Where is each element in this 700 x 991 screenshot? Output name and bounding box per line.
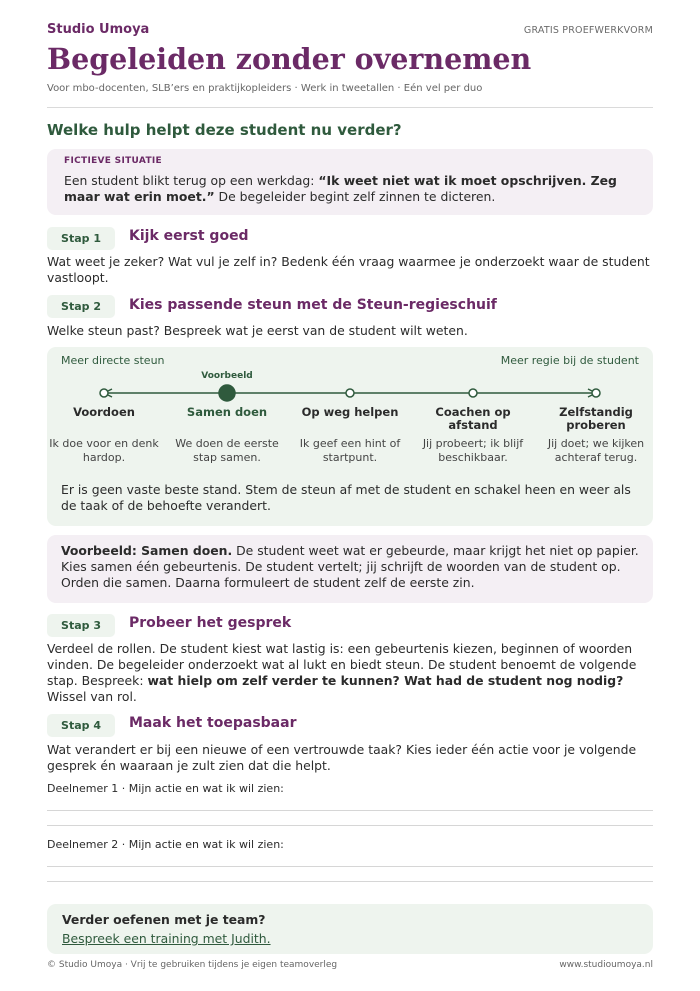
page-title: Begeleiden zonder overnemen <box>47 42 532 76</box>
scale-stop-dot-3[interactable] <box>346 389 354 397</box>
main-question: Welke hulp helpt deze student nu verder? <box>47 121 402 139</box>
scale-stop-dot-5[interactable] <box>592 389 600 397</box>
example-marker-label: Voorbeeld <box>201 371 253 381</box>
participant-2-write-line-1[interactable] <box>47 866 653 867</box>
step-3-title: Probeer het gesprek <box>129 615 292 631</box>
scale-option-label: Voordoen <box>73 405 135 419</box>
example-box <box>47 535 653 603</box>
scale-stop-dot-1[interactable] <box>100 389 108 397</box>
scale-option-label: Coachen op afstand <box>435 405 511 432</box>
cta-title: Verder oefenen met je team? <box>62 912 266 927</box>
worksheet-page <box>47 0 653 991</box>
cta-box <box>47 904 653 954</box>
footer-copyright: © Studio Umoya · Vrij te gebruiken tijdens je eigen teamoverleg <box>47 960 338 970</box>
participant-1-label: Deelnemer 1 · Mijn actie en wat ik wil zien: <box>47 782 284 795</box>
scale-right-label: Meer regie bij de student <box>500 354 639 367</box>
training-link[interactable]: Bespreek een training met Judith. <box>62 931 271 946</box>
situation-text-after: De begeleider begint zelf zinnen te dicteren. <box>214 189 496 204</box>
step-3-badge: Stap 3 <box>47 614 115 637</box>
step-3-text <box>47 641 653 705</box>
brand-name: Studio Umoya <box>47 22 150 37</box>
situation-box <box>47 149 653 215</box>
step-2-badge: Stap 2 <box>47 295 115 318</box>
scale-left-label: Meer directe steun <box>61 354 165 367</box>
scale-stop-dot-4[interactable] <box>469 389 477 397</box>
situation-label: FICTIEVE SITUATIE <box>64 156 162 166</box>
situation-text <box>64 173 639 205</box>
free-worksheet-tag: GRATIS PROEFWERKVORM <box>523 25 653 36</box>
step-3-text-before: Verdeel de rollen. De student kiest wat lastig is: een gebeurtenis kiezen, beginnen of woorden vinden. De begeleider onderzoekt wat al lukt en biedt steun. De student benoemt de volgende stap. Bespreek: <box>47 641 637 688</box>
scale-option-4[interactable] <box>413 406 533 465</box>
page-subtitle: Voor mbo-docenten, SLB’ers en praktijkopleiders · Werk in tweetallen · Eén vel per duo <box>47 83 483 94</box>
scale-note: Er is geen vaste beste stand. Stem de steun af met de student en schakel heen en weer als de taak of de behoefte verandert. <box>61 482 631 513</box>
participant-2-label: Deelnemer 2 · Mijn actie en wat ik wil zien: <box>47 838 284 851</box>
scale-stop-dot-2[interactable] <box>219 385 235 401</box>
participant-1-write-line-1[interactable] <box>47 810 653 811</box>
example-text <box>61 543 645 591</box>
step-2-title: Kies passende steun met de Steun-regieschuif <box>129 297 497 313</box>
step-1-text: Wat weet je zeker? Wat vul je zelf in? Bedenk één vraag waarmee je onderzoekt waar de student vastloopt. <box>47 254 650 285</box>
footer-website: www.studioumoya.nl <box>559 960 653 970</box>
scale-option-label: Op weg helpen <box>301 405 399 419</box>
student-quote: “Ik weet niet wat ik moet opschrijven. Zeg maar wat erin moet.” <box>64 173 617 204</box>
step-4-title: Maak het toepasbaar <box>129 715 297 731</box>
scale-option-2[interactable] <box>167 406 287 465</box>
scale-option-description: Jij probeert; ik blijf beschikbaar. <box>422 437 524 464</box>
scale-option-3[interactable] <box>290 406 410 465</box>
step-4-badge: Stap 4 <box>47 714 115 737</box>
step-1-badge: Stap 1 <box>47 227 115 250</box>
step-3-text-after: Wissel van rol. <box>47 689 137 704</box>
step-1-title: Kijk eerst goed <box>129 228 249 244</box>
scale-option-1[interactable] <box>44 406 164 465</box>
support-slider-panel <box>47 347 653 526</box>
participant-2-write-line-2[interactable] <box>47 881 653 882</box>
scale-option-description: Ik geef een hint of startpunt. <box>299 437 401 464</box>
participant-1-write-line-2[interactable] <box>47 825 653 826</box>
support-scale-track <box>47 383 653 405</box>
situation-text-before: Een student blikt terug op een werkdag: <box>64 173 319 188</box>
scale-option-label: Samen doen <box>186 405 268 419</box>
step-3-reflection-questions: wat hielp om zelf verder te kunnen? Wat had de student nog nodig? <box>147 673 624 688</box>
example-lead: Voorbeeld: Samen doen. <box>61 543 233 558</box>
step-4-text: Wat verandert er bij een nieuwe of een vertrouwde taak? Kies ieder één actie voor je volgende gesprek én waaraan je zult zien dat die helpt. <box>47 742 637 773</box>
step-2-text: Welke steun past? Bespreek wat je eerst van de student wilt weten. <box>47 323 468 338</box>
scale-option-description: We doen de eerste stap samen. <box>175 437 279 464</box>
scale-option-5[interactable] <box>536 406 656 465</box>
scale-option-description: Ik doe voor en denk hardop. <box>49 437 159 464</box>
header-divider <box>47 107 653 108</box>
example-body: De student weet wat er gebeurde, maar krijgt het niet op papier. Kies samen één gebeurtenis. De student vertelt; jij schrijft de woorden van de student op. Orden die samen. Daarna formuleert de student zelf de eerste zin. <box>61 543 639 590</box>
scale-option-label: Zelfstandig proberen <box>559 405 633 432</box>
scale-option-description: Jij doet; we kijken achteraf terug. <box>547 437 645 464</box>
